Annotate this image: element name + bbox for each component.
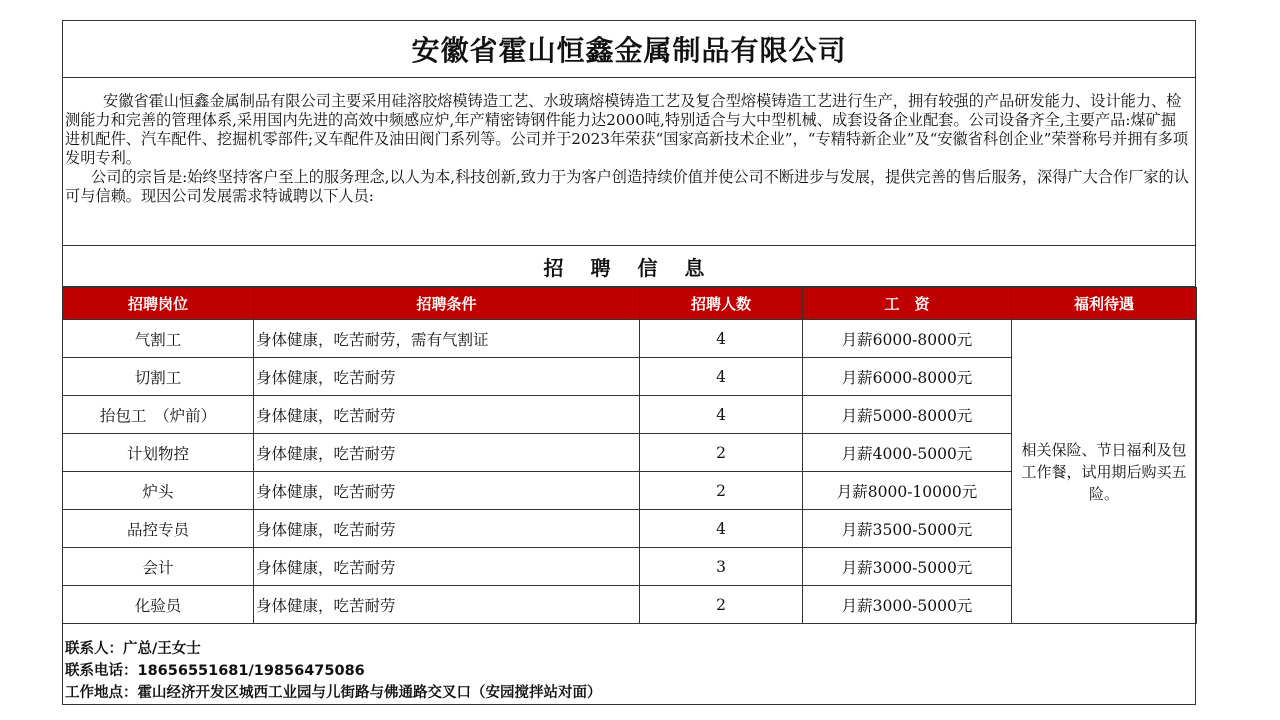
intro-paragraph-2: 公司的宗旨是:始终坚持客户至上的服务理念,以人为本,科技创新,致力于为客户创造持续价值并使公司不断进步与发展，提供完善的售后服务，深得广大合作厂家的认可与信赖。现因公司发展需求特诚聘以下人员:	[65, 168, 1189, 205]
count-cell: 4	[640, 396, 803, 434]
recruitment-sheet	[62, 20, 1196, 705]
salary-cell: 月薪8000-10000元	[803, 472, 1012, 510]
col-header-count: 招聘人数	[640, 288, 803, 320]
position-cell: 抬包工 （炉前）	[63, 396, 254, 434]
benefit-cell: 相关保险、节日福利及包工作餐，试用期后购买五险。	[1012, 320, 1197, 624]
salary-cell: 月薪6000-8000元	[803, 358, 1012, 396]
company-intro	[63, 78, 1195, 246]
condition-cell: 身体健康，吃苦耐劳，需有气割证	[254, 320, 640, 358]
count-cell: 2	[640, 472, 803, 510]
salary-cell: 月薪4000-5000元	[803, 434, 1012, 472]
count-cell: 4	[640, 358, 803, 396]
count-cell: 4	[640, 510, 803, 548]
condition-cell: 身体健康，吃苦耐劳	[254, 510, 640, 548]
condition-cell: 身体健康，吃苦耐劳	[254, 396, 640, 434]
position-cell: 切割工	[63, 358, 254, 396]
intro-paragraph-1: 安徽省霍山恒鑫金属制品有限公司主要采用硅溶胶熔模铸造工艺、水玻璃熔模铸造工艺及复合型熔模铸造工艺进行生产，拥有较强的产品研发能力、设计能力、检测能力和完善的管理体系,采用国内先进的高效中频感应炉,年产精密铸钢件能力达2000吨,特别适合与大中型机械、成套设备企业配套。公司设备齐全,主要产品:煤矿掘进机配件、汽车配件、挖掘机零部件;叉车配件及油田阀门系列等。公司并于2023年荣获“国家高新技术企业”，“专精特新企业”及“安徽省科创企业”荣誉称号并拥有多项发明专利。	[65, 92, 1189, 167]
position-cell: 品控专员	[63, 510, 254, 548]
salary-cell: 月薪3500-5000元	[803, 510, 1012, 548]
count-cell: 2	[640, 434, 803, 472]
col-header-position: 招聘岗位	[63, 288, 254, 320]
condition-cell: 身体健康，吃苦耐劳	[254, 358, 640, 396]
position-cell: 气割工	[63, 320, 254, 358]
col-header-benefit: 福利待遇	[1012, 288, 1197, 320]
salary-cell: 月薪3000-5000元	[803, 548, 1012, 586]
recruitment-header: 招 聘 信 息	[63, 246, 1195, 287]
col-header-salary: 工 资	[803, 288, 1012, 320]
col-header-condition: 招聘条件	[254, 288, 640, 320]
salary-cell: 月薪3000-5000元	[803, 586, 1012, 624]
work-address: 工作地点：霍山经济开发区城西工业园与儿街路与佛通路交叉口（安园搅拌站对面）	[65, 685, 602, 701]
salary-cell: 月薪5000-8000元	[803, 396, 1012, 434]
contact-phone: 联系电话：18656551681/19856475086	[65, 663, 365, 679]
company-title: 安徽省霍山恒鑫金属制品有限公司	[63, 21, 1195, 78]
condition-cell: 身体健康，吃苦耐劳	[254, 434, 640, 472]
recruitment-table	[62, 287, 1197, 624]
position-cell: 化验员	[63, 586, 254, 624]
count-cell: 2	[640, 586, 803, 624]
table-header-row	[63, 288, 1197, 320]
position-cell: 会计	[63, 548, 254, 586]
position-cell: 炉头	[63, 472, 254, 510]
count-cell: 3	[640, 548, 803, 586]
count-cell: 4	[640, 320, 803, 358]
table-row	[63, 320, 1197, 358]
salary-cell: 月薪6000-8000元	[803, 320, 1012, 358]
contact-person: 联系人：广总/王女士	[65, 641, 201, 657]
condition-cell: 身体健康，吃苦耐劳	[254, 548, 640, 586]
condition-cell: 身体健康，吃苦耐劳	[254, 472, 640, 510]
condition-cell: 身体健康，吃苦耐劳	[254, 586, 640, 624]
position-cell: 计划物控	[63, 434, 254, 472]
contact-info	[63, 634, 1195, 704]
